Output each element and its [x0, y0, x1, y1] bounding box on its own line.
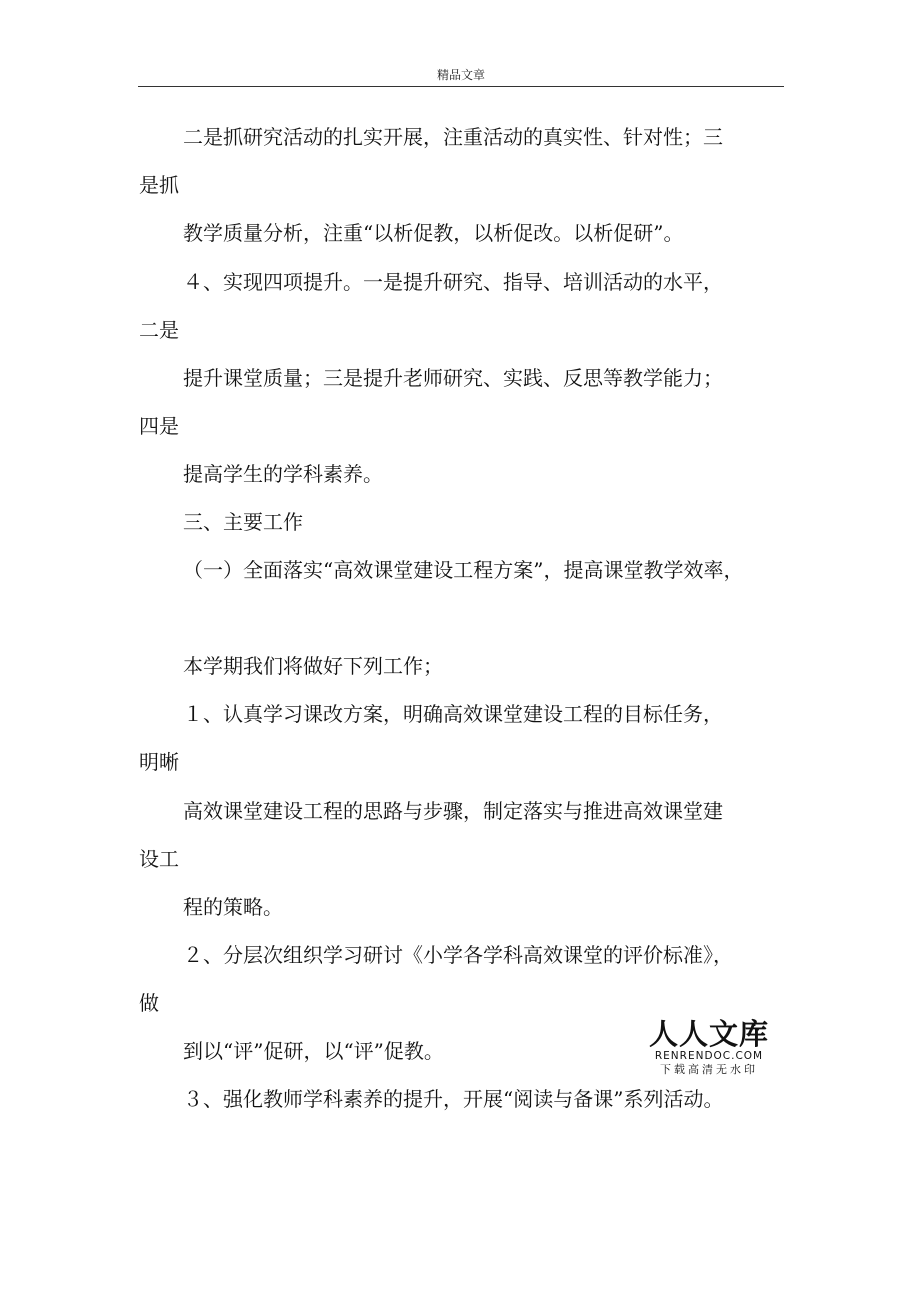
body-line: 到以“评”促研，以“评”促教。 — [183, 1039, 444, 1063]
subsection-heading: （一）全面落实“高效课堂建设工程方案”，提高课堂教学效率， — [183, 558, 744, 582]
body-line: 二是抓研究活动的扎实开展，注重活动的真实性、针对性；三 — [183, 125, 723, 149]
watermark-url: RENRENDOC.COM — [654, 1050, 764, 1062]
page-header: 精品文章 — [436, 68, 485, 82]
body-line: 设工 — [139, 847, 179, 871]
renrendoc-watermark — [646, 1018, 772, 1077]
body-line: 明晰 — [139, 750, 179, 774]
body-line: 提高学生的学科素养。 — [183, 462, 383, 486]
section-heading: 三、主要工作 — [183, 510, 303, 534]
body-line: 四是 — [139, 414, 179, 438]
body-line: 本学期我们将做好下列工作； — [183, 654, 443, 678]
body-line: ４、实现四项提升。一是提升研究、指导、培训活动的水平， — [183, 270, 723, 294]
body-line: 二是 — [139, 318, 179, 342]
body-line: 高效课堂建设工程的思路与步骤，制定落实与推进高效课堂建 — [183, 799, 723, 823]
body-line: 是抓 — [139, 173, 179, 197]
body-line: ２、分层次组织学习研讨《小学各学科高效课堂的评价标准》， — [183, 943, 733, 967]
watermark-tagline: 下载高清无水印 — [660, 1063, 758, 1076]
body-line: 程的策略。 — [183, 895, 283, 919]
body-line: ３、强化教师学科素养的提升，开展“阅读与备课”系列活动。 — [183, 1087, 724, 1111]
body-line: 做 — [139, 991, 159, 1015]
body-line: 提升课堂质量；三是提升老师研究、实践、反思等教学能力； — [183, 366, 723, 390]
body-line: 教学质量分析，注重“以析促教，以析促改。以析促研”。 — [183, 221, 684, 245]
watermark-logo-text: 人人文库 — [648, 1017, 769, 1051]
body-line: １、认真学习课改方案，明确高效课堂建设工程的目标任务， — [183, 702, 723, 726]
header-divider — [138, 86, 784, 87]
